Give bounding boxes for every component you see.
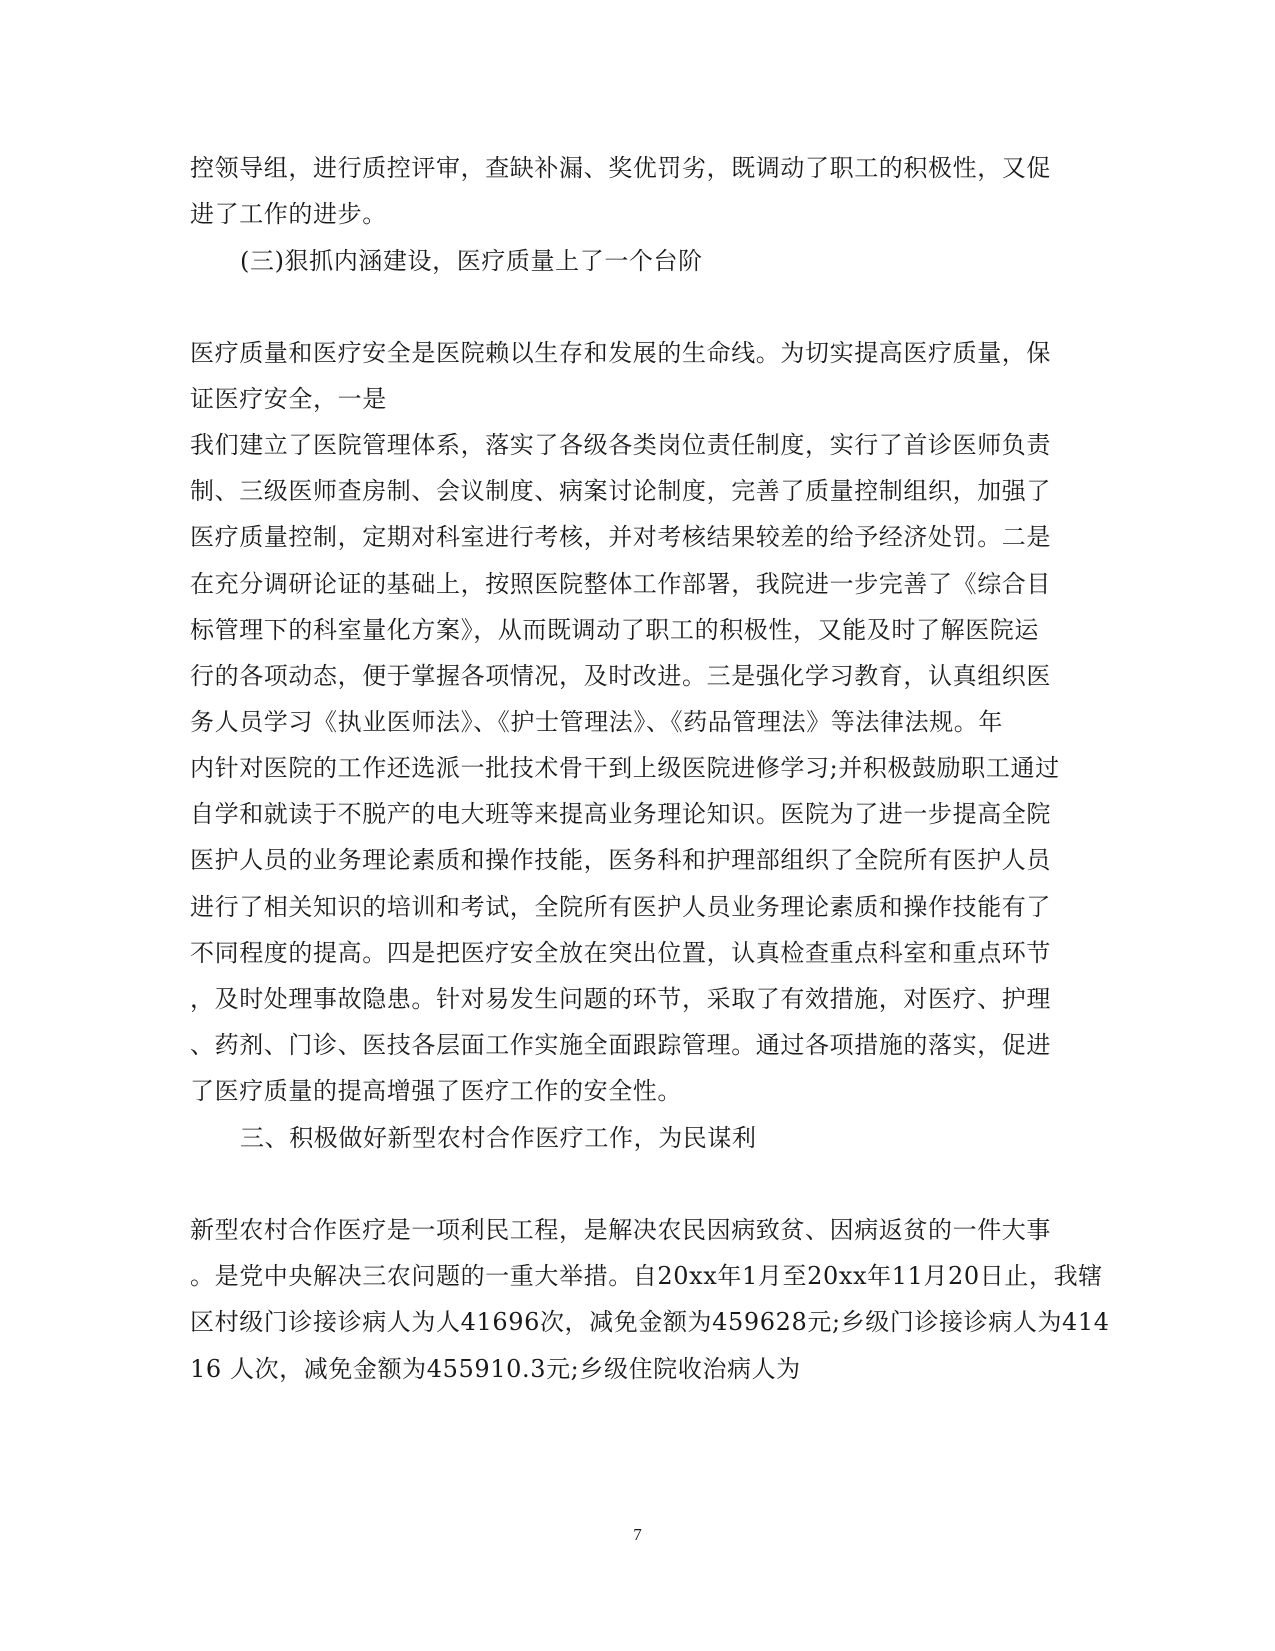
page-number: 7	[633, 1525, 642, 1544]
text-line: ，及时处理事故隐患。针对易发生问题的环节，采取了有效措施，对医疗、护理	[190, 985, 1051, 1013]
text-line: 自学和就读于不脱产的电大班等来提高业务理论知识。医院为了进一步提高全院	[190, 800, 1051, 828]
text-line: 在充分调研论证的基础上，按照医院整体工作部署，我院进一步完善了《综合目	[190, 570, 1051, 598]
text-line: 务人员学习《执业医师法》、《护士管理法》、《药品管理法》等法律法规。年	[190, 708, 1003, 736]
text-line: 行的各项动态，便于掌握各项情况，及时改进。三是强化学习教育，认真组织医	[190, 662, 1051, 690]
text-line: 制、三级医师查房制、会议制度、病案讨论制度，完善了质量控制组织，加强了	[190, 477, 1051, 505]
text-line: 证医疗安全，一是	[190, 385, 387, 413]
text-line: 医疗质量控制，定期对科室进行考核，并对考核结果较差的给予经济处罚。二是	[190, 523, 1051, 551]
text-line: 区村级门诊接诊病人为人41696次，减免金额为459628元;乡级门诊接诊病人为414	[190, 1308, 1110, 1336]
text-line: 我们建立了医院管理体系，落实了各级各类岗位责任制度，实行了首诊医师负责	[190, 431, 1051, 459]
text-line: 医护人员的业务理论素质和操作技能，医务科和护理部组织了全院所有医护人员	[190, 846, 1051, 874]
text-line: 16 人次，减免金额为455910.3元;乡级住院收治病人为	[190, 1355, 801, 1383]
text-line: 进了工作的进步。	[190, 200, 387, 228]
text-line: 标管理下的科室量化方案》，从而既调动了职工的积极性，又能及时了解医院运	[190, 616, 1039, 644]
section-heading: 三、积极做好新型农村合作医疗工作，为民谋利	[240, 1124, 757, 1152]
text-line: 医疗质量和医疗安全是医院赖以生存和发展的生命线。为切实提高医疗质量，保	[190, 339, 1051, 367]
text-line: 新型农村合作医疗是一项利民工程，是解决农民因病致贫、因病返贫的一件大事	[190, 1216, 1051, 1244]
text-line: 、药剂、门诊、医技各层面工作实施全面跟踪管理。通过各项措施的落实，促进	[190, 1031, 1051, 1059]
text-line: 内针对医院的工作还选派一批技术骨干到上级医院进修学习;并积极鼓励职工通过	[190, 754, 1060, 782]
text-line: 不同程度的提高。四是把医疗安全放在突出位置，认真检查重点科室和重点环节	[190, 939, 1051, 967]
text-line: 控领导组，进行质控评审，查缺补漏、奖优罚劣，既调动了职工的积极性，又促	[190, 154, 1051, 182]
text-line: 。是党中央解决三农问题的一重大举措。自20xx年1月至20xx年11月20日止，我辖	[190, 1262, 1103, 1290]
text-line: 了医疗质量的提高增强了医疗工作的安全性。	[190, 1077, 682, 1105]
section-heading: (三)狠抓内涵建设，医疗质量上了一个台阶	[240, 247, 703, 275]
text-line: 进行了相关知识的培训和考试，全院所有医护人员业务理论素质和操作技能有了	[190, 893, 1051, 921]
